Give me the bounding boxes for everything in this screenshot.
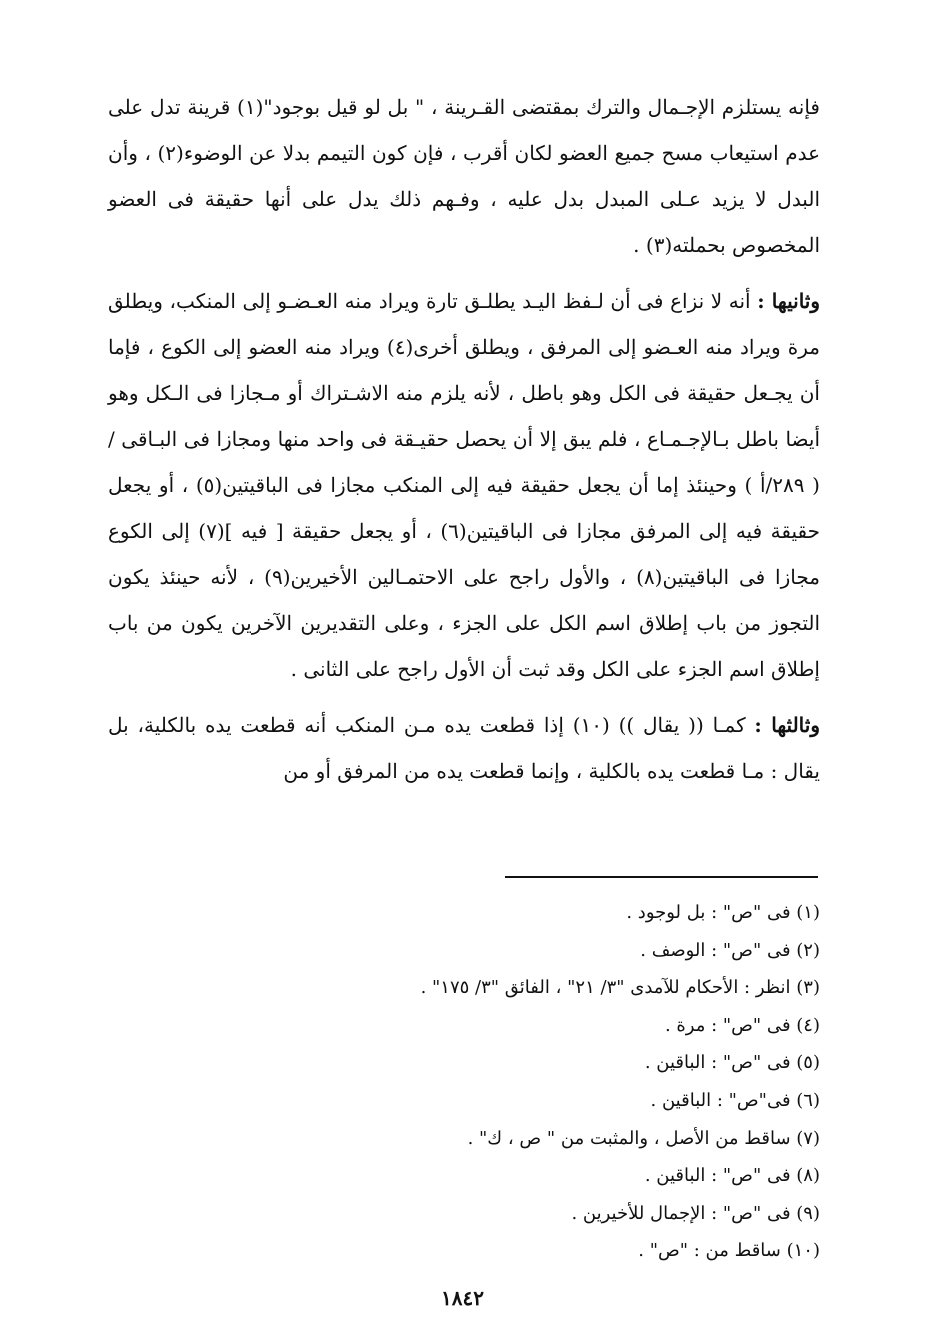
footnote-divider — [505, 876, 818, 878]
paragraph-lead: وثالثها : — [754, 713, 820, 737]
main-text — [108, 84, 820, 804]
paragraph-lead: وثانيها : — [757, 289, 821, 313]
paragraph-3 — [108, 702, 820, 794]
page-number: ١٨٤٢ — [441, 1286, 484, 1310]
footnote-5: (٥) فى "ص" : الباقين . — [644, 1052, 820, 1074]
footnote-10: (١٠) ساقط من : "ص" . — [638, 1240, 820, 1262]
footnote-6: (٦) فى"ص" : الباقين . — [650, 1089, 820, 1111]
paragraph-text: أنه لا نزاع فى أن لـفظ اليـد يطلـق تارة ويراد منه العـضـو إلى المنكب، ويطلق مرة ويراد منه العـضو إلى المرفق ، ويطلق أخرى(٤) ويراد منه العضو إلى الكوع ، فإما أن يجـعل حقيقة فى الكل وهو باطل ، لأنه يلزم منه الاشـتراك أو مـجازا فى الـكل وهو أيضا باطل بـالإجـمـاع ، فلم يبق إلا أن يحصل حقيـقة فى واحد منها ومجازا فى البـاقى / ( ٢٨٩/أ ) وحينئذ إما أن يجعل حقيقة فيه إلى المنكب مجازا فى الباقيتين(٥) ، أو يجعل حقيقة فيه إلى المرفق مجازا فى الباقيتين(٦) ، أو يجعل حقيقة [ فيه ](٧) إلى الكوع مجازا فى الباقيتين(٨) ، والأول راجح على الاحتمـالين الأخيرين(٩) ، لأنه حينئذ يكون التجوز من باب إطلاق اسم الكل على الجزء ، وعلى التقديرين الآخرين يكون من باب إطلاق اسم الجزء على الكل وقد ثبت أن الأول راجح على الثانى . — [108, 289, 821, 681]
footnote-3: (٣) انظر : الأحكام للآمدى "٣/ ٢١" ، الفائق "٣/ ١٧٥" . — [420, 977, 820, 999]
paragraph-2 — [108, 278, 820, 692]
footnote-7: (٧) ساقط من الأصل ، والمثبت من " ص ، ك" . — [467, 1127, 820, 1149]
footnote-4: (٤) فى "ص" : مرة . — [664, 1014, 820, 1036]
footnote-8: (٨) فى "ص" : الباقين . — [644, 1165, 820, 1187]
footnote-2: (٢) فى "ص" : الوصف . — [640, 939, 820, 961]
footnote-9: (٩) فى "ص" : الإجمال للأخيرين . — [571, 1202, 820, 1224]
paragraph-1 — [108, 84, 820, 268]
footnotes — [108, 894, 820, 1270]
paragraph-text: كمـا (( يقال )) (١٠) إذا قطعت يده مـن المنكب أنه قطعت يده بالكلية، بل يقال : مـا قطعت يده بالكلية ، وإنما قطعت يده من المرفق أو من — [108, 713, 820, 783]
footnote-1: (١) فى "ص" : بل لوجود . — [626, 902, 820, 923]
paragraph-text: فإنه يستلزم الإجـمال والترك بمقتضى القـرينة ، " بل لو قيل بوجود"(١) قرينة تدل على عدم استيعاب مسح جميع العضو لكان أقرب ، فإن كون التيمم بدلا عن الوضوء(٢) ، وأن البدل لا يزيد عـلى المبدل بدل عليه ، وفـهم ذلك يدل على أنها حقيقة فى العضو المخصوص بحملته(٣) . — [108, 95, 821, 257]
